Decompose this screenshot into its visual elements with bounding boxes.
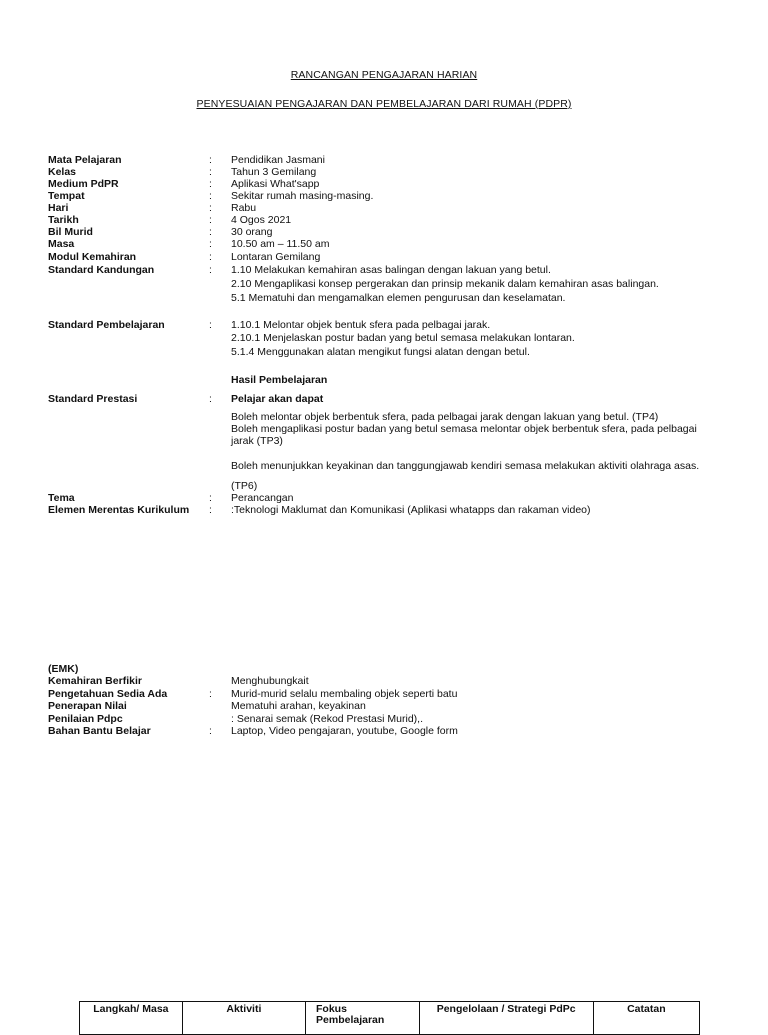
field-colon: : xyxy=(209,178,212,190)
field-colon: : xyxy=(209,154,212,166)
standard-prestasi-para: Boleh melontar objek berbentuk sfera, pada pelbagai jarak dengan lakuan yang betul. (TP4) xyxy=(231,411,659,423)
field-label: Tarikh xyxy=(48,214,79,226)
field-label: Kelas xyxy=(48,166,77,178)
field-value: Sekitar rumah masing-masing. xyxy=(231,190,374,202)
standard-pembelajaran-line: 5.1.4 Menggunakan alatan mengikut fungsi alatan dengan betul. xyxy=(231,346,530,358)
field-colon: : xyxy=(209,238,212,250)
field-label: Bil Murid xyxy=(48,226,93,238)
standard-prestasi-label: Standard Prestasi xyxy=(48,393,138,405)
field-colon: : xyxy=(209,492,212,504)
field-label: Bahan Bantu Belajar xyxy=(48,725,151,737)
field-value: 4 Ogos 2021 xyxy=(231,214,292,226)
table-header-catatan: Catatan xyxy=(593,1002,699,1035)
field-label: Mata Pelajaran xyxy=(48,154,122,166)
field-value: 10.50 am – 11.50 am xyxy=(231,238,330,250)
table-header-langkah: Langkah/ Masa xyxy=(80,1002,183,1035)
field-label: Penerapan Nilai xyxy=(48,700,127,712)
field-colon: : xyxy=(209,393,212,405)
field-label: Medium PdPR xyxy=(48,178,119,190)
field-colon: : xyxy=(209,264,212,276)
document-subtitle: PENYESUAIAN PENGAJARAN DAN PEMBELAJARAN DARI RUMAH (PDPR) xyxy=(196,98,572,110)
field-value: Laptop, Video pengajaran, youtube, Google form xyxy=(231,725,458,737)
hasil-pembelajaran-heading: Hasil Pembelajaran xyxy=(231,374,328,386)
field-value: Murid-murid selalu membaling objek seperti batu xyxy=(231,688,458,700)
field-value: Menghubungkait xyxy=(231,675,309,687)
field-value: Pendidikan Jasmani xyxy=(231,154,325,166)
field-label: Tema xyxy=(48,492,75,504)
standard-kandungan-line: 5.1 Mematuhi dan mengamalkan elemen pengurusan dan keselamatan. xyxy=(231,292,566,304)
field-value: Perancangan xyxy=(231,492,294,504)
field-colon: : xyxy=(209,319,212,331)
field-colon: : xyxy=(209,688,212,700)
field-label: Elemen Merentas Kurikulum xyxy=(48,504,190,516)
table-header-aktiviti: Aktiviti xyxy=(182,1002,305,1035)
standard-pembelajaran-line: 1.10.1 Melontar objek bentuk sfera pada pelbagai jarak. xyxy=(231,319,491,331)
emk-heading: (EMK) xyxy=(48,663,79,675)
field-colon: : xyxy=(209,214,212,226)
standard-prestasi-heading: Pelajar akan dapat xyxy=(231,393,324,405)
field-value: Rabu xyxy=(231,202,257,214)
field-label: Hari xyxy=(48,202,69,214)
table-header-fokus: Fokus Pembelajaran xyxy=(306,1002,420,1035)
standard-pembelajaran-line: 2.10.1 Menjelaskan postur badan yang betul semasa melakukan lontaran. xyxy=(231,332,575,344)
field-label: Masa xyxy=(48,238,75,250)
standard-kandungan-line: 1.10 Melakukan kemahiran asas balingan dengan lakuan yang betul. xyxy=(231,264,551,276)
standard-prestasi-para: Boleh menunjukkan keyakinan dan tanggungjawab kendiri semasa melakukan aktiviti olahraga asas. xyxy=(231,460,700,472)
field-colon: : xyxy=(209,202,212,214)
field-colon: : xyxy=(209,226,212,238)
standard-kandungan-label: Standard Kandungan xyxy=(48,264,155,276)
field-colon: : xyxy=(209,504,212,516)
field-label: Penilaian Pdpc xyxy=(48,713,123,725)
field-value: : Senarai semak (Rekod Prestasi Murid),. xyxy=(231,713,423,725)
field-value: Lontaran Gemilang xyxy=(231,251,321,263)
field-colon: : xyxy=(209,251,212,263)
field-label: Modul Kemahiran xyxy=(48,251,137,263)
field-value: Mematuhi arahan, keyakinan xyxy=(231,700,366,712)
table-header-row xyxy=(80,1002,700,1035)
field-colon: : xyxy=(209,166,212,178)
lesson-steps-table xyxy=(79,1001,700,1035)
field-label: Tempat xyxy=(48,190,85,202)
standard-prestasi-tag: (TP6) xyxy=(231,480,258,492)
field-value: Aplikasi What'sapp xyxy=(231,178,320,190)
field-label: Kemahiran Berfikir xyxy=(48,675,142,687)
document-title: RANCANGAN PENGAJARAN HARIAN xyxy=(290,69,478,81)
field-label: Pengetahuan Sedia Ada xyxy=(48,688,168,700)
table-header-pengelolaan: Pengelolaan / Strategi PdPc xyxy=(419,1002,593,1035)
field-colon: : xyxy=(209,725,212,737)
field-value: 30 orang xyxy=(231,226,273,238)
standard-kandungan-line: 2.10 Mengaplikasi konsep pergerakan dan prinsip mekanik dalam kemahiran asas balingan. xyxy=(231,278,659,290)
field-colon: : xyxy=(209,190,212,202)
standard-prestasi-para: Boleh mengaplikasi postur badan yang betul semasa melontar objek berbentuk sfera, pada pelbagai jarak (TP3) xyxy=(231,423,697,447)
field-value: :Teknologi Maklumat dan Komunikasi (Aplikasi whatapps dan rakaman video) xyxy=(231,504,591,516)
standard-pembelajaran-label: Standard Pembelajaran xyxy=(48,319,165,331)
field-value: Tahun 3 Gemilang xyxy=(231,166,317,178)
